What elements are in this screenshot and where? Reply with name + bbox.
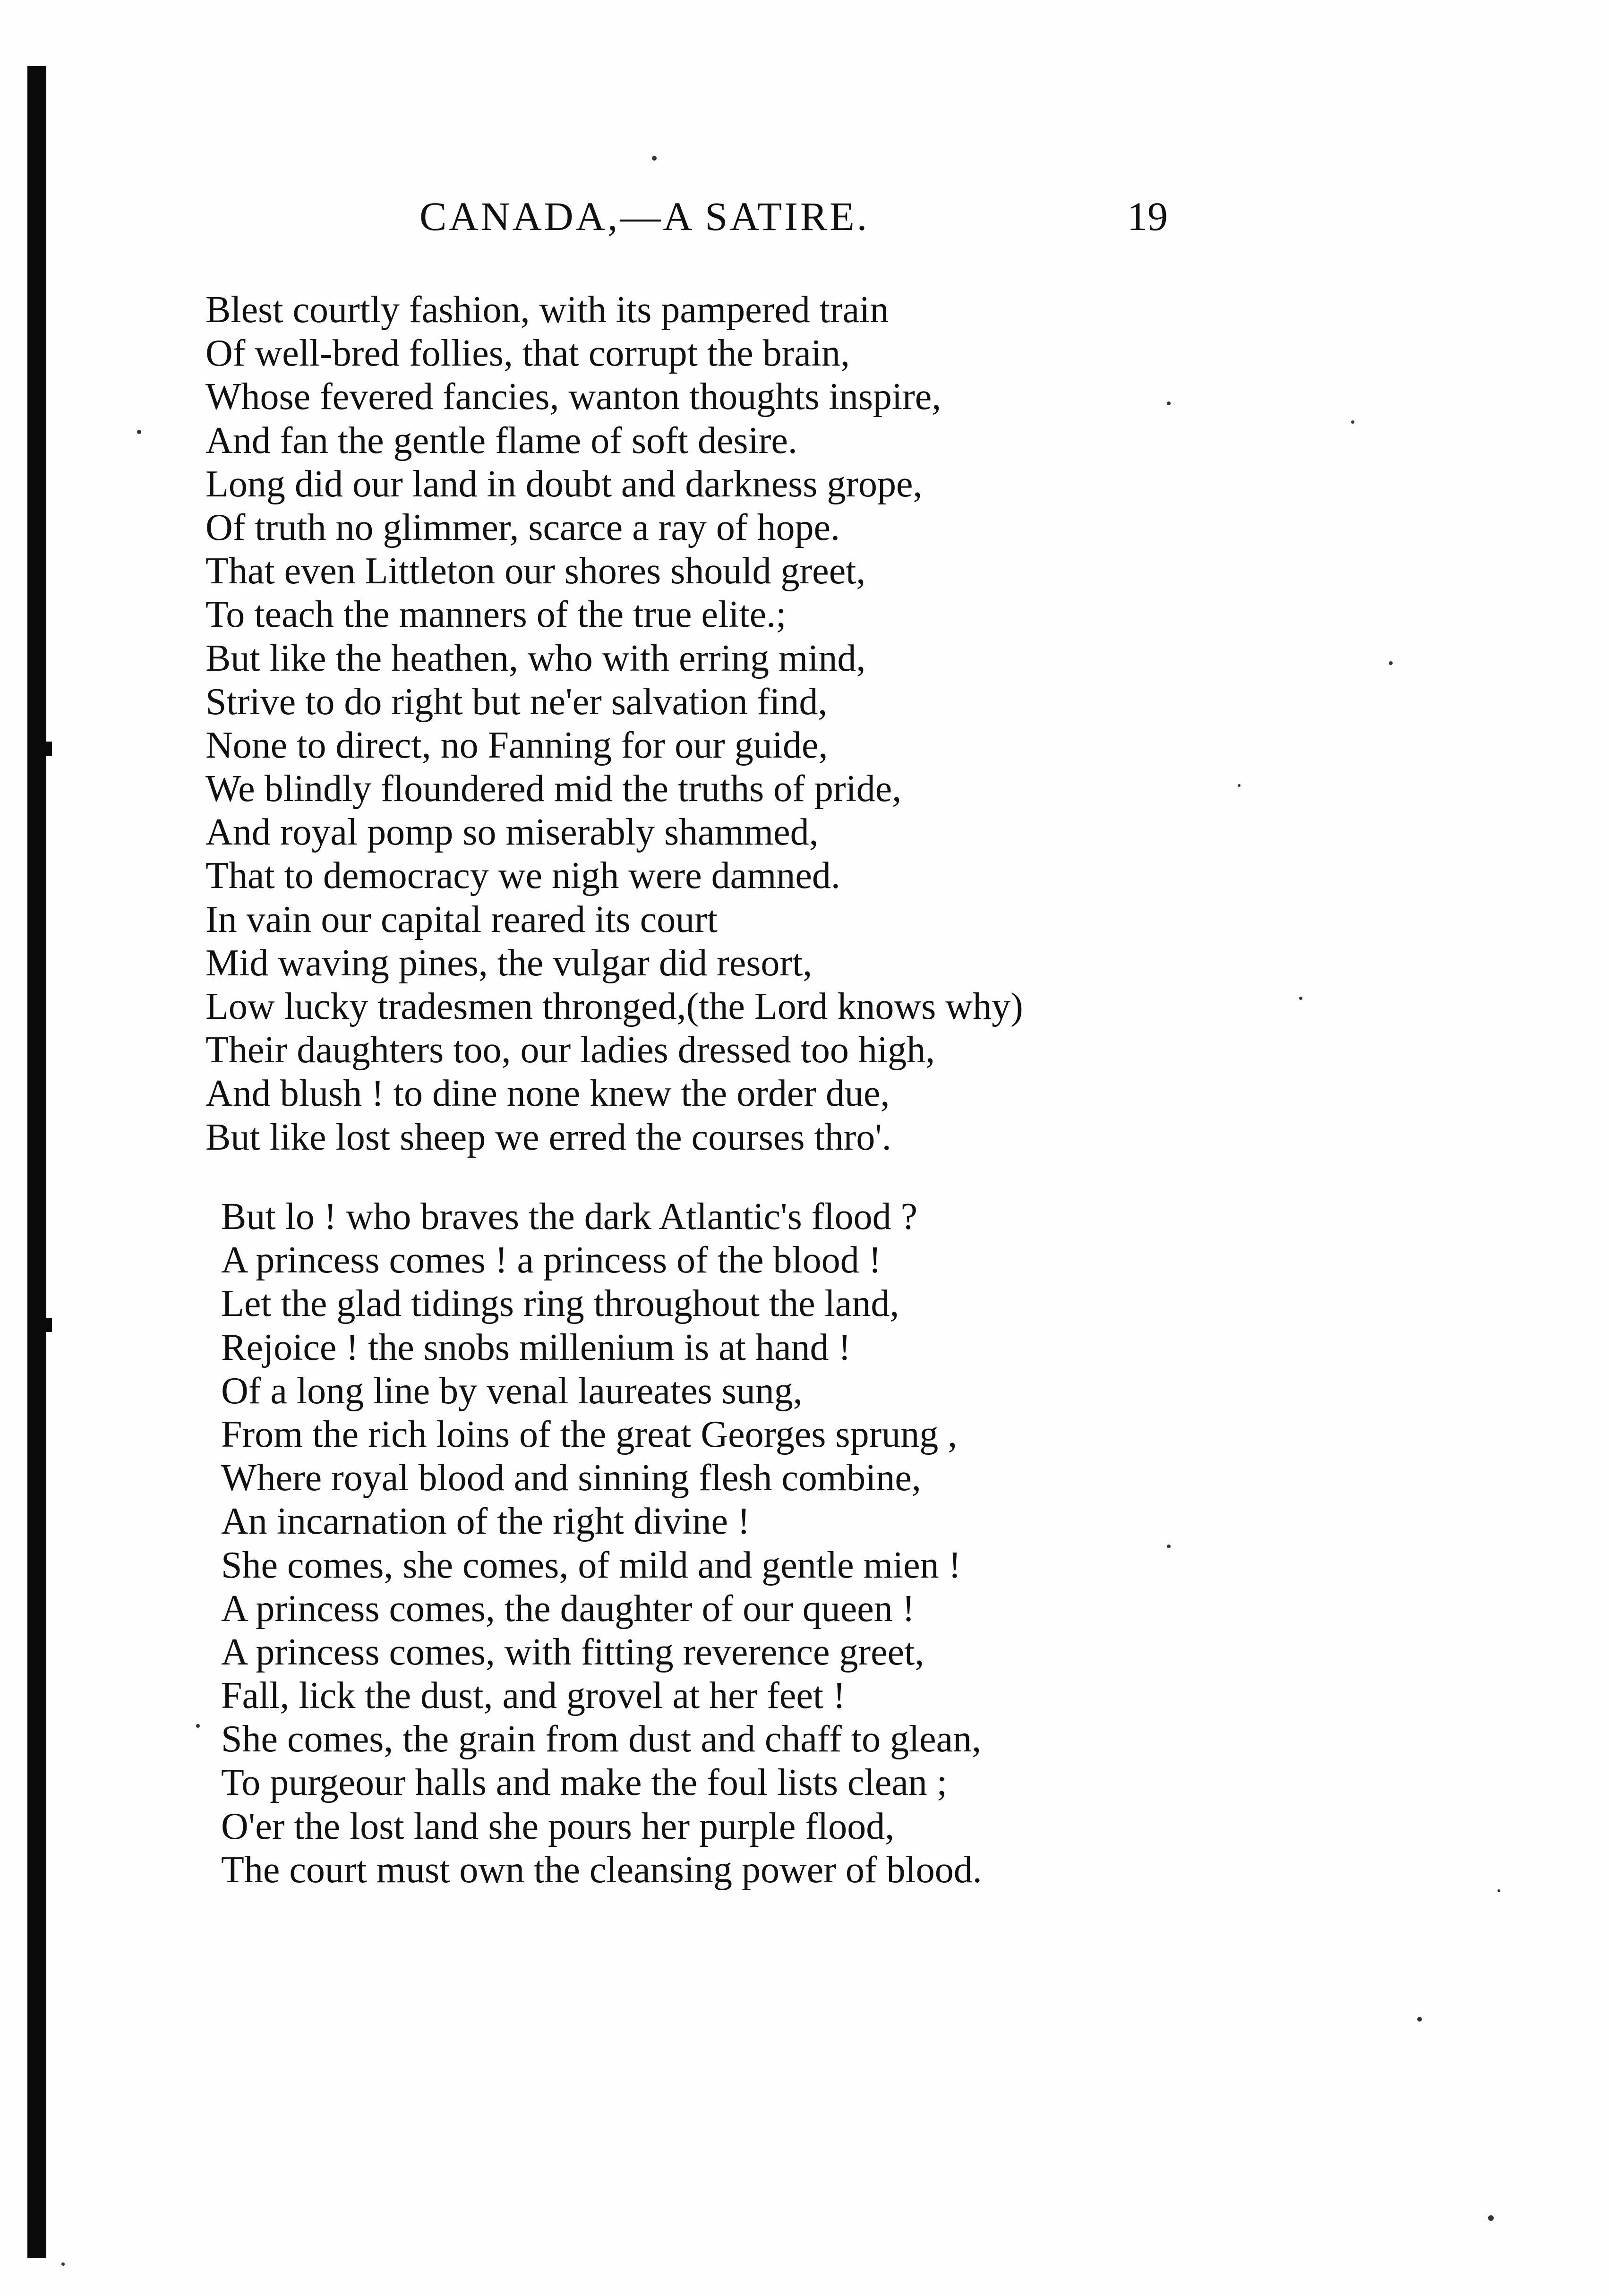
verse-line: Their daughters too, our ladies dressed too high, [205, 1029, 935, 1071]
verse-line: Low lucky tradesmen thronged,(the Lord knows why) [205, 986, 1023, 1027]
verse-line: Blest courtly fashion, with its pampered train [205, 289, 889, 331]
verse-line: From the rich loins of the great Georges sprung , [221, 1413, 958, 1455]
print-speck [1389, 661, 1393, 665]
verse-line: A princess comes, with fitting reverence greet, [221, 1631, 924, 1673]
print-speck [1417, 2017, 1422, 2022]
binding-notch [46, 1318, 52, 1332]
verse-line: And fan the gentle flame of soft desire. [205, 419, 797, 461]
verse-line: She comes, she comes, of mild and gentle mien ! [221, 1544, 961, 1586]
verse-line: O'er the lost land she pours her purple flood, [221, 1805, 895, 1847]
verse-line: Whose fevered fancies, wanton thoughts inspire, [205, 376, 941, 418]
print-speck [652, 156, 657, 161]
print-speck [1488, 2215, 1494, 2221]
verse-line: Let the glad tidings ring throughout the land, [221, 1283, 899, 1325]
verse-line: But lo ! who braves the dark Atlantic's flood ? [221, 1196, 918, 1238]
print-speck [1299, 997, 1302, 1000]
verse-line: That to democracy we nigh were damned. [205, 855, 840, 897]
print-speck [1238, 784, 1241, 787]
stanza-1 [205, 288, 1023, 1159]
verse-line: She comes, the grain from dust and chaff to glean, [221, 1718, 982, 1760]
page-header [0, 193, 1609, 245]
verse-line: Of a long line by venal laureates sung, [221, 1370, 803, 1412]
print-speck [1167, 401, 1171, 405]
print-speck [1498, 1889, 1500, 1892]
verse-line: Of truth no glimmer, scarce a ray of hope. [205, 506, 840, 548]
print-speck [196, 1724, 200, 1728]
verse-line: Fall, lick the dust, and grovel at her feet ! [221, 1675, 846, 1717]
print-speck [61, 2262, 65, 2266]
verse-line: The court must own the cleansing power of blood. [221, 1849, 982, 1891]
verse-line: In vain our capital reared its court [205, 898, 718, 940]
verse-line: But like lost sheep we erred the courses thro'. [205, 1116, 891, 1158]
print-speck [1167, 1545, 1171, 1548]
verse-line: Strive to do right but ne'er salvation find, [205, 681, 828, 723]
verse-line: Of well-bred follies, that corrupt the brain, [205, 333, 850, 375]
verse-line: And royal pomp so miserably shammed, [205, 811, 819, 854]
verse-line: Rejoice ! the snobs millenium is at hand ! [221, 1326, 851, 1368]
verse-line: A princess comes ! a princess of the blood ! [221, 1239, 882, 1281]
verse-line: A princess comes, the daughter of our queen ! [221, 1588, 915, 1630]
print-speck [137, 430, 141, 434]
verse-line: Where royal blood and sinning flesh combine, [221, 1457, 921, 1499]
verse-line: None to direct, no Fanning for our guide, [205, 724, 828, 766]
page-number: 19 [1127, 194, 1168, 239]
verse-line: That even Littleton our shores should greet, [205, 550, 866, 592]
verse-line: Long did our land in doubt and darkness grope, [205, 463, 923, 505]
verse-line: We blindly floundered mid the truths of pride, [205, 768, 902, 810]
verse-line: But like the heathen, who with erring mind, [205, 637, 866, 679]
binding-notch [46, 742, 52, 756]
verse-line: To purgeour halls and make the foul lists clean ; [221, 1762, 947, 1804]
verse-line: To teach the manners of the true elite.; [205, 594, 787, 636]
verse-line: An incarnation of the right divine ! [221, 1501, 750, 1543]
verse-line: And blush ! to dine none knew the order due, [205, 1073, 890, 1115]
stanza-2 [221, 1195, 982, 1892]
running-title: CANADA,—A SATIRE. [419, 194, 870, 239]
binding-edge [27, 66, 46, 2258]
verse-line: Mid waving pines, the vulgar did resort, [205, 942, 813, 984]
print-speck [1351, 420, 1354, 424]
